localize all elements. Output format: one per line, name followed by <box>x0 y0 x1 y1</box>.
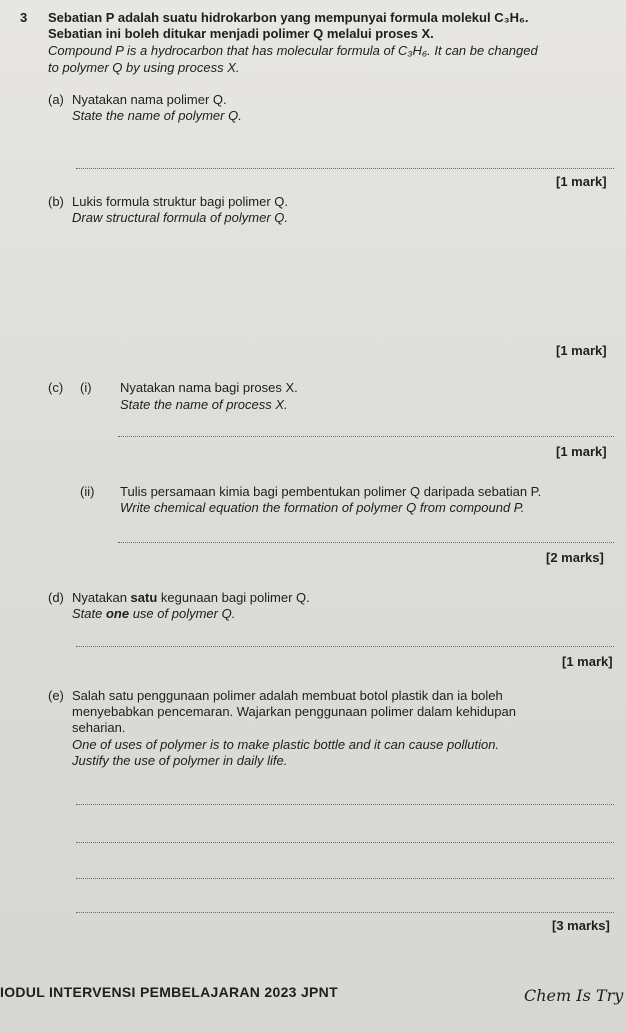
part-c-label: (c) <box>48 380 64 395</box>
question-number: 3 <box>20 10 28 25</box>
part-c-i-en: State the name of process X. <box>120 397 288 412</box>
part-a-label: (a) <box>48 92 64 107</box>
part-c-ii-ms: Tulis persamaan kimia bagi pembentukan polimer Q daripada sebatian P. <box>120 484 542 499</box>
footer-module-title: IODUL INTERVENSI PEMBELAJARAN 2023 JPNT <box>0 984 338 1000</box>
part-c-i-label: (i) <box>80 380 92 395</box>
part-c-ii-marks: [2 marks] <box>546 550 604 565</box>
part-d-ms-post: kegunaan bagi polimer Q. <box>157 590 310 605</box>
part-d-marks: [1 mark] <box>562 654 613 669</box>
part-e-en-1: One of uses of polymer is to make plastic bottle and it can cause pollution. <box>72 737 500 752</box>
part-d-en <box>72 606 235 622</box>
answer-line-e-3[interactable] <box>76 878 614 879</box>
part-b-en: Draw structural formula of polymer Q. <box>72 210 289 225</box>
part-e-marks: [3 marks] <box>552 918 610 933</box>
part-d-en-post: use of polymer Q. <box>129 606 236 621</box>
footer-signature: Chem Is Try <box>524 986 624 1005</box>
answer-line-c-ii[interactable] <box>118 542 614 543</box>
part-d-ms-pre: Nyatakan <box>72 590 131 605</box>
question-stem-ms-2: Sebatian ini boleh ditukar menjadi polimer Q melalui proses X. <box>48 26 434 41</box>
part-d-en-pre: State <box>72 606 106 621</box>
part-b-marks: [1 mark] <box>556 343 607 358</box>
answer-line-e-1[interactable] <box>76 804 614 805</box>
part-a-en: State the name of polymer Q. <box>72 108 242 123</box>
part-a-ms: Nyatakan nama polimer Q. <box>72 92 227 107</box>
part-d-ms <box>72 590 310 606</box>
part-c-ii-en: Write chemical equation the formation of polymer Q from compound P. <box>120 500 525 515</box>
question-stem-en-1: Compound P is a hydrocarbon that has molecular formula of C₃H₆. It can be changed <box>48 43 538 58</box>
part-d-ms-bold: satu <box>130 590 158 605</box>
part-e-ms-2: menyebabkan pencemaran. Wajarkan penggunaan polimer dalam kehidupan <box>72 704 516 719</box>
part-d-en-bold: one <box>105 606 130 621</box>
part-b-label: (b) <box>48 194 64 209</box>
answer-line-d[interactable] <box>76 646 614 647</box>
answer-line-e-2[interactable] <box>76 842 614 843</box>
part-c-i-marks: [1 mark] <box>556 444 607 459</box>
part-e-en-2: Justify the use of polymer in daily life. <box>72 753 288 768</box>
answer-line-a[interactable] <box>76 168 614 169</box>
part-d-label: (d) <box>48 590 64 605</box>
question-stem-ms-1: Sebatian P adalah suatu hidrokarbon yang mempunyai formula molekul C₃H₆. <box>48 10 529 25</box>
part-c-ii-label: (ii) <box>80 484 95 499</box>
part-e-ms-3: seharian. <box>72 720 126 735</box>
answer-line-e-4[interactable] <box>76 912 614 913</box>
answer-line-c-i[interactable] <box>118 436 614 437</box>
part-a-marks: [1 mark] <box>556 174 607 189</box>
part-e-label: (e) <box>48 688 64 703</box>
part-e-ms-1: Salah satu penggunaan polimer adalah membuat botol plastik dan ia boleh <box>72 688 503 703</box>
part-b-ms: Lukis formula struktur bagi polimer Q. <box>72 194 289 209</box>
drawing-space-b[interactable] <box>72 230 612 335</box>
question-stem-en-2: to polymer Q by using process X. <box>48 60 240 75</box>
part-c-i-ms: Nyatakan nama bagi proses X. <box>120 380 298 395</box>
